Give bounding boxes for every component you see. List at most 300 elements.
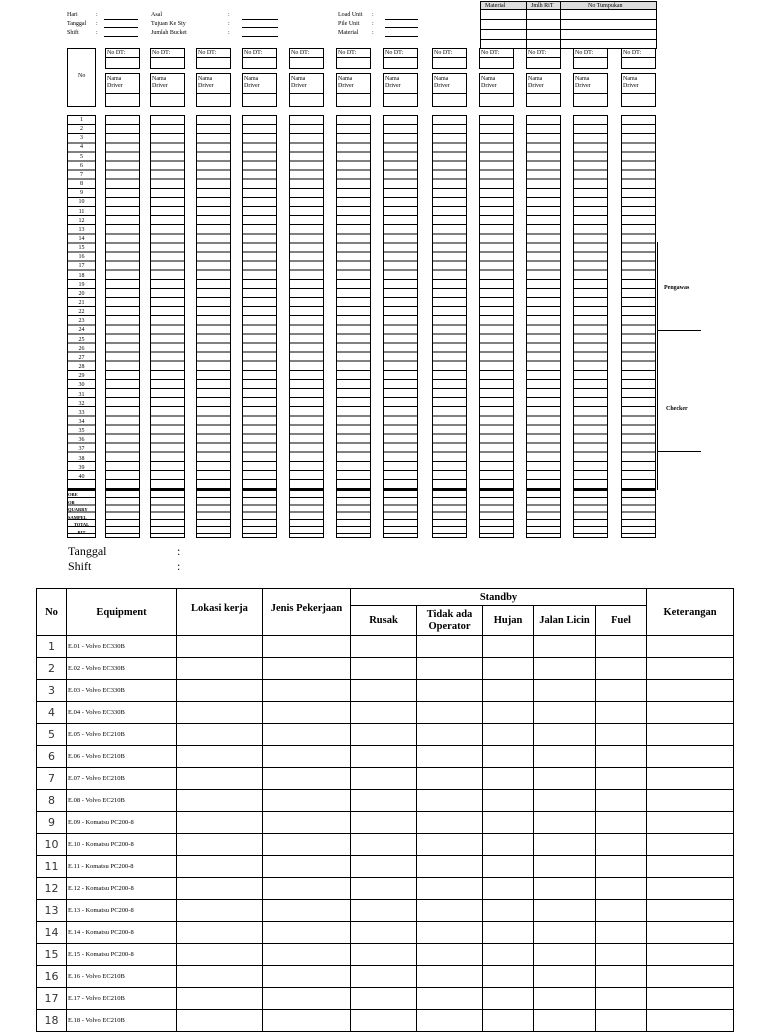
footer-column-2[interactable] [150,490,185,538]
keterangan-cell[interactable] [647,724,734,746]
trip-column-2[interactable] [150,115,185,490]
lokasi-cell[interactable] [177,944,263,966]
no-dt-label: No DT: [291,50,310,56]
nama-driver-box-9[interactable] [479,73,514,107]
tujuan-label: Tujuan Ke Sty [151,21,186,27]
row-number: 17 [78,263,85,270]
row-number: 14 [78,235,85,242]
tidak-ada-operator-cell[interactable] [417,922,483,944]
jalan-licin-cell[interactable] [534,746,596,768]
equipment-name: E.16 - Volvo EC210B [67,966,177,988]
row-number: 12 [78,217,85,224]
divider [151,93,184,94]
divider [622,57,655,58]
nama-driver-box-2[interactable] [150,73,185,107]
row-no: 15 [37,944,67,966]
jenis-cell[interactable] [263,790,351,812]
keterangan-cell[interactable] [647,878,734,900]
jalan-licin-cell[interactable] [534,658,596,680]
footer-column-5[interactable] [289,490,324,538]
row-number: 22 [78,309,85,316]
nama-driver-label: Nama Driver [198,76,214,89]
divider [197,57,230,58]
fuel-cell[interactable] [596,944,647,966]
divider [151,57,184,58]
rusak-cell[interactable] [351,746,417,768]
keterangan-cell[interactable] [647,944,734,966]
material-field[interactable] [385,36,418,37]
tidak-ada-operator-cell[interactable] [417,988,483,1010]
row-number: 13 [78,226,85,233]
divider [106,93,139,94]
footer-column-10[interactable] [526,490,561,538]
jenis-cell[interactable] [263,702,351,724]
hujan-cell[interactable] [483,922,534,944]
lokasi-cell[interactable] [177,636,263,658]
fuel-cell[interactable] [596,724,647,746]
trip-column-5[interactable] [289,115,324,490]
load-unit-field[interactable] [385,19,418,20]
footer-row-label: TOTAL [73,522,90,528]
lokasi-cell[interactable] [177,680,263,702]
equipment-row [37,966,734,988]
jenis-cell[interactable] [263,922,351,944]
colon: : [228,21,230,27]
hujan-cell[interactable] [483,944,534,966]
col-header-rusak: Rusak [351,606,417,636]
jalan-licin-cell[interactable] [534,900,596,922]
fuel-cell[interactable] [596,856,647,878]
trip-column-1[interactable] [105,115,140,490]
hujan-cell[interactable] [483,790,534,812]
nama-driver-box-5[interactable] [289,73,324,107]
divider [290,93,323,94]
nama-driver-box-10[interactable] [526,73,561,107]
nama-driver-label: Nama Driver [152,76,168,89]
hujan-cell[interactable] [483,702,534,724]
col-header-equipment: Equipment [67,589,177,636]
trip-column-9[interactable] [479,115,514,490]
footer-column-3[interactable] [196,490,231,538]
hujan-cell[interactable] [483,878,534,900]
nama-driver-box-12[interactable] [621,73,656,107]
no-dt-label: No DT: [623,50,642,56]
row-no: 4 [37,702,67,724]
hari-field[interactable] [104,19,138,20]
rusak-cell[interactable] [351,922,417,944]
nama-driver-box-6[interactable] [336,73,371,107]
col-header-no: No [37,589,67,636]
jalan-licin-cell[interactable] [534,834,596,856]
jenis-cell[interactable] [263,988,351,1010]
divider [480,93,513,94]
row-no: 7 [37,768,67,790]
row-no: 16 [37,966,67,988]
nama-driver-box-4[interactable] [242,73,277,107]
colon: : [228,12,230,18]
jalan-licin-cell[interactable] [534,856,596,878]
row-no: 11 [37,856,67,878]
row-number: 31 [78,391,85,398]
no-dt-box-3[interactable] [196,48,231,69]
nama-driver-label: Nama Driver [623,76,639,89]
keterangan-cell[interactable] [647,790,734,812]
colon: : [96,12,98,18]
jenis-cell[interactable] [263,636,351,658]
fuel-cell[interactable] [596,988,647,1010]
hujan-cell[interactable] [483,680,534,702]
nama-driver-box-1[interactable] [105,73,140,107]
nama-driver-box-3[interactable] [196,73,231,107]
tidak-ada-operator-cell[interactable] [417,834,483,856]
nama-driver-box-7[interactable] [383,73,418,107]
col-header-keterangan: Keterangan [647,589,734,636]
summary-no-tumpukan-header: No Tumpukan [588,3,623,9]
keterangan-cell[interactable] [647,658,734,680]
footer-column-7[interactable] [383,490,418,538]
lokasi-cell[interactable] [177,878,263,900]
hujan-cell[interactable] [483,636,534,658]
jenis-cell[interactable] [263,834,351,856]
jalan-licin-cell[interactable] [534,680,596,702]
row-number: 18 [78,272,85,279]
row-number: 24 [78,327,85,334]
tidak-ada-operator-cell[interactable] [417,812,483,834]
tidak-ada-operator-cell[interactable] [417,966,483,988]
equipment-row [37,680,734,702]
footer-column-9[interactable] [479,490,514,538]
jalan-licin-cell[interactable] [534,724,596,746]
jenis-cell[interactable] [263,724,351,746]
tidak-ada-operator-cell[interactable] [417,900,483,922]
keterangan-cell[interactable] [647,900,734,922]
hujan-cell[interactable] [483,900,534,922]
fuel-cell[interactable] [596,790,647,812]
footer-column-11[interactable] [573,490,608,538]
lokasi-cell[interactable] [177,900,263,922]
equipment-row [37,702,734,724]
rusak-cell[interactable] [351,856,417,878]
asal-field[interactable] [242,19,278,20]
fuel-cell[interactable] [596,636,647,658]
trip-column-11[interactable] [573,115,608,490]
equipment-name: E.17 - Volvo EC210B [67,988,177,1010]
equipment-name: E.03 - Volvo EC330B [67,680,177,702]
tidak-ada-operator-cell[interactable] [417,702,483,724]
rusak-cell[interactable] [351,988,417,1010]
footer-column-6[interactable] [336,490,371,538]
lokasi-cell[interactable] [177,768,263,790]
trip-column-6[interactable] [336,115,371,490]
row-number: 9 [80,190,83,197]
jalan-licin-cell[interactable] [534,944,596,966]
row-no: 8 [37,790,67,812]
no-dt-box-4[interactable] [242,48,277,69]
pile-unit-field[interactable] [385,27,418,28]
jenis-cell[interactable] [263,658,351,680]
keterangan-cell[interactable] [647,834,734,856]
rusak-cell[interactable] [351,790,417,812]
lokasi-cell[interactable] [177,966,263,988]
tidak-ada-operator-cell[interactable] [417,790,483,812]
tidak-ada-operator-cell[interactable] [417,1010,483,1032]
fuel-cell[interactable] [596,702,647,724]
nama-driver-label: Nama Driver [244,76,260,89]
colon: : [372,30,374,36]
row-number: 5 [80,153,83,160]
tidak-ada-operator-cell[interactable] [417,636,483,658]
fuel-cell[interactable] [596,812,647,834]
lokasi-cell[interactable] [177,746,263,768]
lokasi-cell[interactable] [177,724,263,746]
no-dt-label: No DT: [107,50,126,56]
divider [574,57,607,58]
tidak-ada-operator-cell[interactable] [417,944,483,966]
checker-signature-line [657,451,701,452]
row-number: 15 [78,245,85,252]
hujan-cell[interactable] [483,834,534,856]
footer-column-1[interactable] [105,490,140,538]
no-dt-box-6[interactable] [336,48,371,69]
jenis-cell[interactable] [263,680,351,702]
jenis-cell[interactable] [263,900,351,922]
equipment-name: E.09 - Komatsu PC200-8 [67,812,177,834]
jenis-cell[interactable] [263,768,351,790]
fuel-cell[interactable] [596,658,647,680]
row-number: 7 [80,171,83,178]
col-header-tidak-ada-operator [417,606,483,636]
divider [243,57,276,58]
tidak-ada-operator-cell[interactable] [417,768,483,790]
tidak-ada-operator-cell[interactable] [417,724,483,746]
equipment-name: E.02 - Volvo EC330B [67,658,177,680]
footer-row-label: SAMPEL [68,514,87,520]
nama-driver-box-11[interactable] [573,73,608,107]
tidak-ada-operator-cell[interactable] [417,680,483,702]
tanggal-field[interactable] [104,27,138,28]
row-number-column [67,115,96,490]
row-number: 11 [78,208,85,215]
hujan-cell[interactable] [483,988,534,1010]
trip-column-3[interactable] [196,115,231,490]
fuel-cell[interactable] [596,746,647,768]
jalan-licin-cell[interactable] [534,988,596,1010]
keterangan-cell[interactable] [647,636,734,658]
fuel-cell[interactable] [596,1010,647,1032]
hujan-cell[interactable] [483,812,534,834]
rusak-cell[interactable] [351,658,417,680]
hari-label: Hari [67,12,78,18]
col-header-lokasi-kerja: Lokasi kerja [177,589,263,636]
footer-column-8[interactable] [432,490,467,538]
side-divider [657,242,658,490]
hujan-cell[interactable] [483,768,534,790]
rusak-cell[interactable] [351,966,417,988]
no-dt-box-10[interactable] [526,48,561,69]
footer-row-label: OB [68,499,75,505]
no-dt-box-12[interactable] [621,48,656,69]
jenis-cell[interactable] [263,856,351,878]
equipment-table [36,588,734,1032]
keterangan-cell[interactable] [647,702,734,724]
no-dt-box-1[interactable] [105,48,140,69]
footer-column-12[interactable] [621,490,656,538]
lokasi-cell[interactable] [177,856,263,878]
rusak-cell[interactable] [351,878,417,900]
no-dt-box-9[interactable] [479,48,514,69]
hujan-cell[interactable] [483,856,534,878]
tujuan-field[interactable] [242,27,278,28]
tidak-ada-line2: Operator [428,620,471,632]
equipment-name: E.14 - Komatsu PC200-8 [67,922,177,944]
no-dt-box-7[interactable] [383,48,418,69]
fuel-cell[interactable] [596,768,647,790]
trip-column-8[interactable] [432,115,467,490]
jalan-licin-cell[interactable] [534,878,596,900]
fuel-cell[interactable] [596,922,647,944]
lokasi-cell[interactable] [177,790,263,812]
equipment-row [37,856,734,878]
nama-driver-label: Nama Driver [385,76,401,89]
rusak-cell[interactable] [351,1010,417,1032]
jenis-cell[interactable] [263,812,351,834]
jenis-cell[interactable] [263,944,351,966]
shift-field[interactable] [104,36,138,37]
lokasi-cell[interactable] [177,834,263,856]
fuel-cell[interactable] [596,834,647,856]
fuel-cell[interactable] [596,680,647,702]
col-header-hujan: Hujan [483,606,534,636]
keterangan-cell[interactable] [647,988,734,1010]
lokasi-cell[interactable] [177,988,263,1010]
row-number: 33 [78,409,85,416]
fuel-cell[interactable] [596,900,647,922]
no-dt-box-2[interactable] [150,48,185,69]
jalan-licin-cell[interactable] [534,768,596,790]
jalan-licin-cell[interactable] [534,1010,596,1032]
jalan-licin-cell[interactable] [534,790,596,812]
keterangan-cell[interactable] [647,856,734,878]
rusak-cell[interactable] [351,900,417,922]
equipment-row [37,944,734,966]
no-dt-label: No DT: [481,50,500,56]
fuel-cell[interactable] [596,878,647,900]
equipment-row [37,834,734,856]
nama-driver-box-8[interactable] [432,73,467,107]
pengawas-label: Pengawas [664,285,690,291]
jalan-licin-cell[interactable] [534,702,596,724]
jenis-cell[interactable] [263,1010,351,1032]
rusak-cell[interactable] [351,768,417,790]
trip-column-7[interactable] [383,115,418,490]
lokasi-cell[interactable] [177,658,263,680]
jenis-cell[interactable] [263,746,351,768]
jumlah-bucket-field[interactable] [242,36,278,37]
row-number: 27 [78,354,85,361]
row-number: 25 [78,336,85,343]
row-no: 3 [37,680,67,702]
no-dt-box-8[interactable] [432,48,467,69]
trip-column-4[interactable] [242,115,277,490]
no-dt-box-11[interactable] [573,48,608,69]
trip-column-12[interactable] [621,115,656,490]
tidak-ada-operator-cell[interactable] [417,878,483,900]
nama-driver-label: Nama Driver [481,76,497,89]
divider [574,93,607,94]
equipment-row [37,636,734,658]
rusak-cell[interactable] [351,834,417,856]
lokasi-cell[interactable] [177,1010,263,1032]
row-number: 37 [78,446,85,453]
summary-material-header: Material [485,3,506,9]
tanggal-label: Tanggal [67,21,87,27]
keterangan-cell[interactable] [647,1010,734,1032]
rusak-cell[interactable] [351,812,417,834]
jalan-licin-cell[interactable] [534,966,596,988]
hujan-cell[interactable] [483,658,534,680]
jenis-cell[interactable] [263,966,351,988]
hujan-cell[interactable] [483,1010,534,1032]
no-dt-box-5[interactable] [289,48,324,69]
tidak-ada-operator-cell[interactable] [417,856,483,878]
keterangan-cell[interactable] [647,966,734,988]
divider [106,57,139,58]
footer-column-4[interactable] [242,490,277,538]
jalan-licin-cell[interactable] [534,636,596,658]
checker-label: Checker [666,406,688,412]
equipment-row [37,746,734,768]
footer-row-label: RIT [77,530,86,535]
no-dt-label: No DT: [385,50,404,56]
fuel-cell[interactable] [596,966,647,988]
hujan-cell[interactable] [483,746,534,768]
keterangan-cell[interactable] [647,746,734,768]
keterangan-cell[interactable] [647,768,734,790]
lokasi-cell[interactable] [177,812,263,834]
tidak-ada-line1: Tidak ada [426,608,473,620]
nama-driver-label: Nama Driver [107,76,123,89]
rusak-cell[interactable] [351,944,417,966]
no-dt-label: No DT: [152,50,171,56]
keterangan-cell[interactable] [647,922,734,944]
colon: : [177,559,181,573]
no-dt-label: No DT: [244,50,263,56]
colon: : [372,21,374,27]
rusak-cell[interactable] [351,680,417,702]
keterangan-cell[interactable] [647,680,734,702]
trip-column-10[interactable] [526,115,561,490]
jalan-licin-cell[interactable] [534,812,596,834]
rusak-cell[interactable] [351,702,417,724]
tidak-ada-operator-cell[interactable] [417,658,483,680]
lokasi-cell[interactable] [177,922,263,944]
tidak-ada-operator-cell[interactable] [417,746,483,768]
summary-jmlh-rit-header: Jmlh RiT [531,3,554,9]
equipment-name: E.07 - Volvo EC210B [67,768,177,790]
keterangan-cell[interactable] [647,812,734,834]
hujan-cell[interactable] [483,966,534,988]
row-no: 18 [37,1010,67,1032]
equipment-name: E.12 - Komatsu PC200-8 [67,878,177,900]
rusak-cell[interactable] [351,724,417,746]
rusak-cell[interactable] [351,636,417,658]
row-no: 5 [37,724,67,746]
row-no: 6 [37,746,67,768]
hujan-cell[interactable] [483,724,534,746]
jalan-licin-cell[interactable] [534,922,596,944]
jenis-cell[interactable] [263,878,351,900]
lokasi-cell[interactable] [177,702,263,724]
